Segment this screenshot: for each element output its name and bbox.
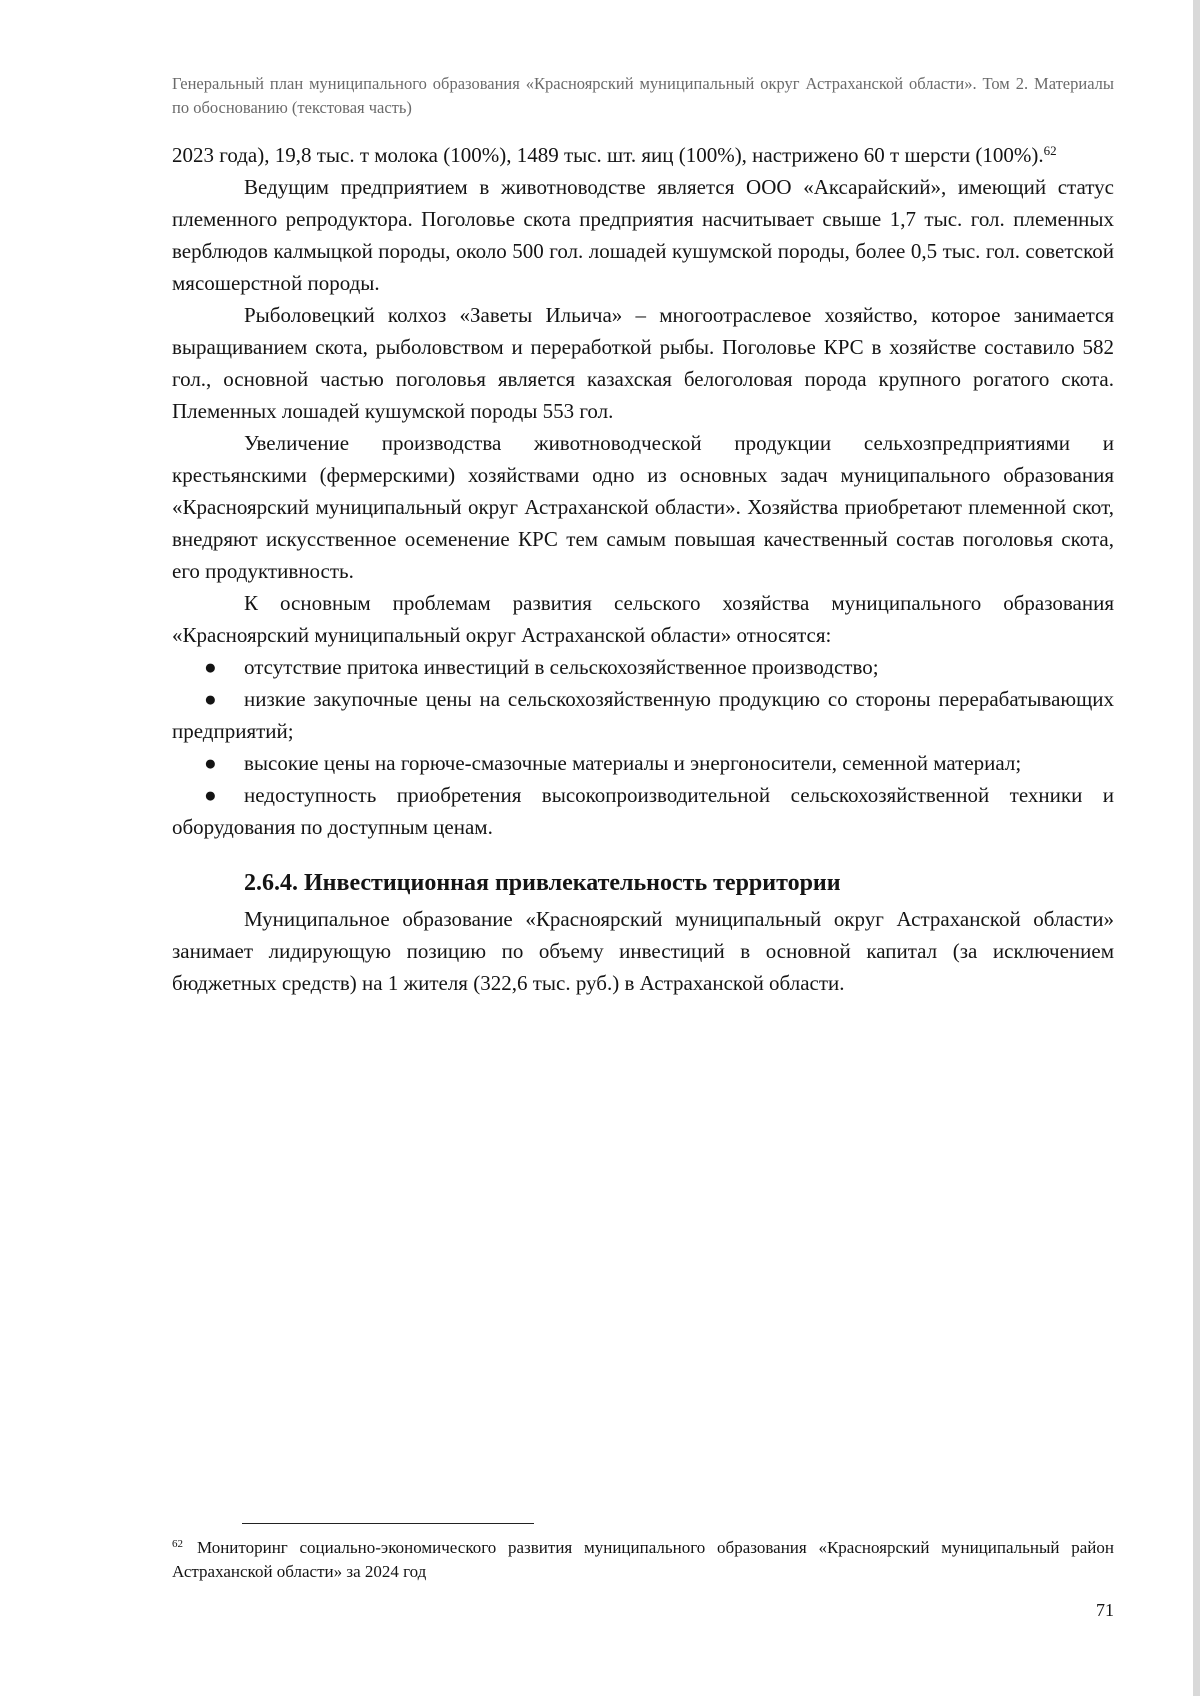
list-item bbox=[172, 651, 1114, 683]
list-item-text: недоступность приобретения высокопроизводительной сельскохозяйственной техники и оборудования по доступным ценам. bbox=[172, 783, 1114, 839]
viewer-edge bbox=[1193, 0, 1200, 1696]
list-item bbox=[172, 779, 1114, 843]
paragraph-zavety-ilicha: Рыболовецкий колхоз «Заветы Ильича» – многоотраслевое хозяйство, которое занимается выращиванием скота, рыболовством и переработкой рыбы. Поголовье КРС в хозяйстве составило 582 гол., основной частью поголовья является казахская белоголовая порода крупного рогатого скота. Племенных лошадей кушумской породы 553 гол. bbox=[172, 303, 1114, 423]
section-heading: 2.6.4. Инвестиционная привлекательность территории bbox=[244, 870, 841, 896]
list-item-text: отсутствие притока инвестиций в сельскохозяйственное производство; bbox=[244, 655, 879, 679]
list-item bbox=[172, 683, 1114, 747]
bullet-icon: ● bbox=[204, 783, 217, 807]
bullet-icon: ● bbox=[204, 687, 217, 711]
bullet-icon: ● bbox=[204, 751, 217, 775]
footnote-reference[interactable]: 62 bbox=[1043, 143, 1057, 158]
list-item-text: высокие цены на горюче-смазочные материалы и энергоносители, семенной материал; bbox=[244, 751, 1022, 775]
paragraph-investment: Муниципальное образование «Красноярский муниципальный округ Астраханской области» занимает лидирующую позицию по объему инвестиций в основной капитал (за исключением бюджетных средств) на 1 жителя (322,6 тыс. руб.) в Астраханской области. bbox=[172, 907, 1114, 995]
footnote-number: 62 bbox=[172, 1538, 183, 1550]
list-item-text: низкие закупочные цены на сельскохозяйственную продукцию со стороны перерабатывающих предприятий; bbox=[172, 687, 1114, 743]
paragraph-production-increase: Увеличение производства животноводческой продукции сельхозпредприятиями и крестьянскими (фермерскими) хозяйствами одно из основных задач муниципального образования «Красноярский муниципальный округ Астраханской области». Хозяйства приобретают племенной скот, внедряют искусственное осеменение КРС тем самым повышая качественный состав поголовья скота, его продуктивность. bbox=[172, 431, 1114, 583]
paragraph-livestock-output bbox=[172, 139, 1114, 171]
running-header: Генеральный план муниципального образования «Красноярский муниципальный округ Астраханской области». Том 2. Материалы по обоснованию (текстовая часть) bbox=[172, 74, 1114, 117]
footnote-text: Мониторинг социально-экономического развития муниципального образования «Красноярский муниципальный район Астраханской области» за 2024 год bbox=[172, 1538, 1114, 1581]
list-item bbox=[172, 747, 1114, 779]
body-text bbox=[172, 139, 1114, 999]
page-number: 71 bbox=[1096, 1600, 1114, 1620]
paragraph-problems-intro: К основным проблемам развития сельского хозяйства муниципального образования «Красноярский муниципальный округ Астраханской области» относятся: bbox=[172, 591, 1114, 647]
bullet-icon: ● bbox=[204, 655, 217, 679]
footnote bbox=[172, 1536, 1114, 1584]
paragraph-text: 2023 года), 19,8 тыс. т молока (100%), 1489 тыс. шт. яиц (100%), настрижено 60 т шерсти (100%). bbox=[172, 143, 1044, 167]
paragraph-aksaraysky: Ведущим предприятием в животноводстве является ООО «Аксарайский», имеющий статус племенного репродуктора. Поголовье скота предприятия насчитывает свыше 1,7 тыс. гол. племенных верблюдов калмыцкой породы, около 500 гол. лошадей кушумской породы, более 0,5 тыс. гол. советской мясошерстной породы. bbox=[172, 175, 1114, 295]
footnote-separator bbox=[242, 1523, 534, 1524]
